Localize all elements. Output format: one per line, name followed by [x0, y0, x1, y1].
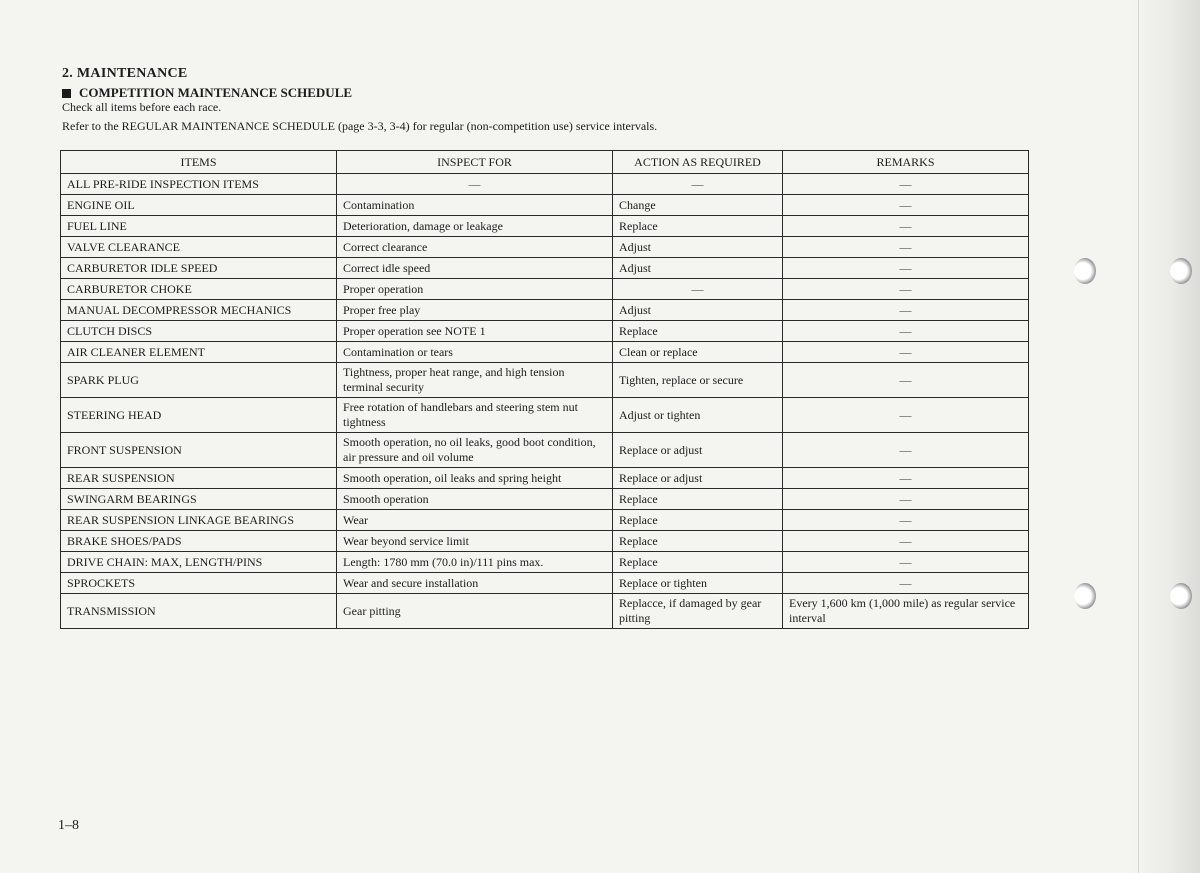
remarks-cell: — [783, 573, 1029, 594]
subsection-title [62, 85, 352, 101]
bullet-square-icon [62, 89, 71, 98]
table-row [61, 300, 1029, 321]
action-cell: — [613, 174, 783, 195]
header-inspect-for: INSPECT FOR [337, 151, 613, 174]
remarks-cell: — [783, 510, 1029, 531]
table-row [61, 510, 1029, 531]
item-cell: BRAKE SHOES/PADS [61, 531, 337, 552]
inspect-cell: Proper free play [337, 300, 613, 321]
remarks-cell: — [783, 363, 1029, 398]
item-cell: ENGINE OIL [61, 195, 337, 216]
remarks-cell: — [783, 552, 1029, 573]
table-row [61, 489, 1029, 510]
remarks-cell: — [783, 398, 1029, 433]
table-row [61, 258, 1029, 279]
action-cell: Change [613, 195, 783, 216]
remarks-cell: — [783, 279, 1029, 300]
action-cell: Replace [613, 216, 783, 237]
item-cell: SWINGARM BEARINGS [61, 489, 337, 510]
inspect-cell: Smooth operation, no oil leaks, good boot condition, air pressure and oil volume [337, 433, 613, 468]
inspect-cell: Tightness, proper heat range, and high tension terminal security [337, 363, 613, 398]
binder-hole-icon [1074, 583, 1096, 609]
inspect-cell: Smooth operation [337, 489, 613, 510]
intro-line-2: Refer to the REGULAR MAINTENANCE SCHEDULE (page 3-3, 3-4) for regular (non-competition use) service intervals. [62, 119, 658, 133]
header-action: ACTION AS REQUIRED [613, 151, 783, 174]
intro-line-1: Check all items before each race. [62, 100, 222, 114]
table-row [61, 468, 1029, 489]
action-cell: Replace [613, 510, 783, 531]
action-cell: — [613, 279, 783, 300]
remarks-cell: — [783, 342, 1029, 363]
page-number: 1–8 [58, 818, 79, 833]
action-cell: Replace [613, 489, 783, 510]
page-shadow [1130, 0, 1200, 873]
section-title: 2. MAINTENANCE [62, 66, 188, 81]
item-cell: VALVE CLEARANCE [61, 237, 337, 258]
remarks-cell: — [783, 174, 1029, 195]
table-row [61, 433, 1029, 468]
inspect-cell: Gear pitting [337, 594, 613, 629]
inspect-cell: Deterioration, damage or leakage [337, 216, 613, 237]
item-cell: CLUTCH DISCS [61, 321, 337, 342]
header-items: ITEMS [61, 151, 337, 174]
remarks-cell: — [783, 258, 1029, 279]
table-row [61, 279, 1029, 300]
remarks-cell: — [783, 468, 1029, 489]
action-cell: Adjust or tighten [613, 398, 783, 433]
inspect-cell: Correct idle speed [337, 258, 613, 279]
remarks-cell: — [783, 489, 1029, 510]
item-cell: STEERING HEAD [61, 398, 337, 433]
item-cell: MANUAL DECOMPRESSOR MECHANICS [61, 300, 337, 321]
remarks-cell: — [783, 237, 1029, 258]
action-cell: Replace [613, 531, 783, 552]
inspect-cell: Proper operation see NOTE 1 [337, 321, 613, 342]
action-cell: Replace or adjust [613, 433, 783, 468]
inspect-cell: Correct clearance [337, 237, 613, 258]
binder-hole-icon [1170, 583, 1192, 609]
inspect-cell: Contamination [337, 195, 613, 216]
action-cell: Replace or adjust [613, 468, 783, 489]
inspect-cell: Smooth operation, oil leaks and spring height [337, 468, 613, 489]
inspect-cell: Length: 1780 mm (70.0 in)/111 pins max. [337, 552, 613, 573]
inspect-cell: Free rotation of handlebars and steering stem nut tightness [337, 398, 613, 433]
remarks-cell: — [783, 195, 1029, 216]
item-cell: AIR CLEANER ELEMENT [61, 342, 337, 363]
subsection-title-text: COMPETITION MAINTENANCE SCHEDULE [79, 85, 353, 100]
remarks-cell: — [783, 433, 1029, 468]
item-cell: FRONT SUSPENSION [61, 433, 337, 468]
table-row [61, 552, 1029, 573]
action-cell: Tighten, replace or secure [613, 363, 783, 398]
table-row [61, 195, 1029, 216]
action-cell: Replace [613, 321, 783, 342]
table-row [61, 531, 1029, 552]
item-cell: FUEL LINE [61, 216, 337, 237]
table-row [61, 216, 1029, 237]
item-cell: TRANSMISSION [61, 594, 337, 629]
action-cell: Adjust [613, 237, 783, 258]
action-cell: Replace or tighten [613, 573, 783, 594]
table-row [61, 398, 1029, 433]
item-cell: SPROCKETS [61, 573, 337, 594]
action-cell: Replacce, if damaged by gear pitting [613, 594, 783, 629]
table-row [61, 321, 1029, 342]
table-row [61, 174, 1029, 195]
remarks-cell: — [783, 321, 1029, 342]
inspect-cell: Proper operation [337, 279, 613, 300]
table-row [61, 594, 1029, 629]
table-header-row [61, 151, 1029, 174]
table-row [61, 363, 1029, 398]
action-cell: Clean or replace [613, 342, 783, 363]
remarks-cell: — [783, 216, 1029, 237]
inspect-cell: — [337, 174, 613, 195]
inspect-cell: Wear and secure installation [337, 573, 613, 594]
table-row [61, 573, 1029, 594]
item-cell: REAR SUSPENSION LINKAGE BEARINGS [61, 510, 337, 531]
item-cell: ALL PRE-RIDE INSPECTION ITEMS [61, 174, 337, 195]
remarks-cell: — [783, 300, 1029, 321]
maintenance-schedule-table [60, 150, 1029, 629]
item-cell: REAR SUSPENSION [61, 468, 337, 489]
item-cell: SPARK PLUG [61, 363, 337, 398]
inspect-cell: Contamination or tears [337, 342, 613, 363]
remarks-cell: Every 1,600 km (1,000 mile) as regular service interval [783, 594, 1029, 629]
item-cell: CARBURETOR CHOKE [61, 279, 337, 300]
inspect-cell: Wear [337, 510, 613, 531]
inspect-cell: Wear beyond service limit [337, 531, 613, 552]
item-cell: DRIVE CHAIN: MAX, LENGTH/PINS [61, 552, 337, 573]
binder-hole-icon [1170, 258, 1192, 284]
header-remarks: REMARKS [783, 151, 1029, 174]
table-row [61, 237, 1029, 258]
action-cell: Adjust [613, 258, 783, 279]
item-cell: CARBURETOR IDLE SPEED [61, 258, 337, 279]
binder-hole-icon [1074, 258, 1096, 284]
table-row [61, 342, 1029, 363]
action-cell: Adjust [613, 300, 783, 321]
remarks-cell: — [783, 531, 1029, 552]
action-cell: Replace [613, 552, 783, 573]
